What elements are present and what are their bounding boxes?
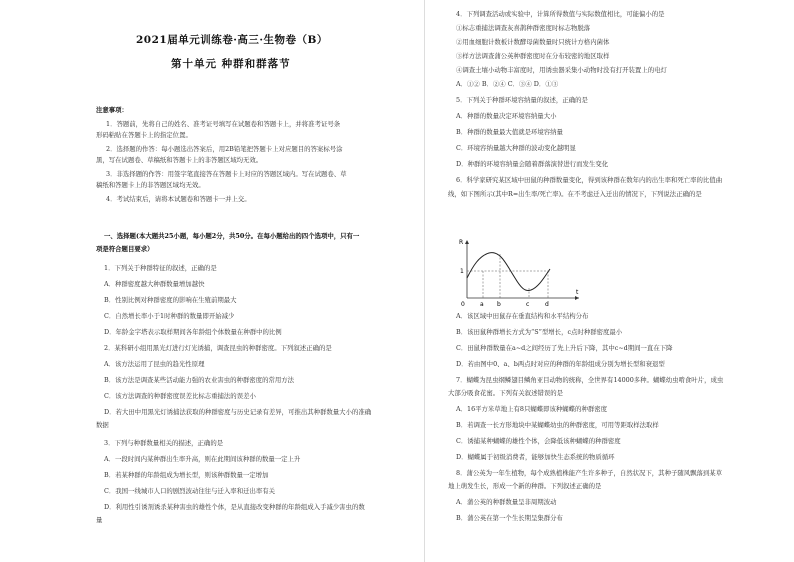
x-point-label: c [526,301,530,308]
ratio-curve [467,253,550,291]
option-text: D．若由图中0、a、b两点时对应的种群的年龄组成分别为增长型和衰退型 [456,360,665,368]
question-text: 3．下列与种群数量相关的描述，正确的是 [104,439,224,447]
option-text: D．利用性引诱剂诱杀某种害虫的雄性个体，是从直接改变种群的年龄组成入手减少害虫的数 [104,503,365,511]
section-heading: 项是符合题目要求） [96,245,154,253]
question-text: 1．下列关于种群特征的叙述，正确的是 [104,264,217,272]
option-text: C．我国一线城市人口的剧烈波动往往与迁入率和迁出率有关 [104,487,276,495]
option-text: D．种群的环境容纳量会随着群落演替进行而发生变化 [456,160,609,168]
y-tick-label: 1 [460,268,464,275]
note-line: 3．非选择题的作答：用签字笔直接答在答题卡上对应的答题区域内。写在试题卷、草 [106,170,347,178]
y-axis-label: R [459,239,464,246]
option-text: C．环境容纳量越大种群的波动变化越明显 [456,144,576,152]
note-line: 形码粘贴在答题卡上的指定位置。 [96,131,192,139]
option-text: A．蒲公英的种群数量呈非周期波动 [456,498,557,506]
option-text: B．性别比例对种群密度的影响在生殖前期最大 [104,296,237,304]
option-text: B．该田鼠种群增长方式为“S”型增长，c点时种群密度最小 [456,328,623,336]
option-text: D．年龄金字塔表示取样期间各年龄组个体数量在种群中的比例 [104,328,282,336]
option-text: B．若调查一长方形地块中某蝴蝶幼虫的种群密度，可用等距取样法取样 [456,421,659,429]
y-axis-arrow-icon [465,240,469,244]
option-text: A．一段时间内某种群出生率升高，则在此期间该种群的数量一定上升 [104,455,301,463]
x-point-label: d [545,301,549,308]
section-heading: 一、选择题(本大题共25小题，每小题2分，共50分。在每小题给出的四个选项中，只有一 [104,232,360,240]
question-text: 8．蒲公英为一年生植物，每个成熟植株能产生许多种子，自然状况下，其种子随风飘落到某草 [456,469,723,477]
question-text: 地上萌发生长，形成一个新的种群。下列叙述正确的是 [448,482,602,490]
note-line: 2．选择题的作答：每小题选出答案后，用2B铅笔把答题卡上对应题目的答案标号涂 [106,145,343,153]
question-text: 2．某科研小组用黑光灯进行灯光诱捕，调查昆虫的种群密度。下列叙述正确的是 [104,344,332,352]
option-text: A．16平方米草地上有8只蝴蝶即该种蝴蝶的种群密度 [456,405,608,413]
question-text: 线，如下图所示(其中R=出生率/死亡率)。在不考虑迁入迁出的情况下，下列说法正确的是 [448,190,702,198]
option-text: B．种群的数量最大值就是环境容纳量 [456,128,563,136]
option-text: 数据 [96,421,109,429]
option-text: C．该方法调查的种群密度误差比标志重捕法的误差小 [104,392,256,400]
x-point-label: b [497,301,501,308]
option-text: A．该区域中田鼠存在垂直结构和水平结构分布 [456,312,589,320]
x-axis-arrow-icon [575,296,579,300]
question-text: 6．科学家研究某区域中田鼠的种群数量变化，得到该种群在数年内的出生率和死亡率的比值曲 [456,176,723,184]
option-text: C．诱捕某种蝴蝶的雄性个体，会降低该种蝴蝶的种群密度 [456,437,621,445]
option-text: 量 [96,516,103,524]
option-text: ②用血细胞计数板计数酵母菌数量时只统计方格内菌体 [456,38,610,46]
option-text: ③样方法调查蒲公英种群密度时在分布较密的地区取样 [456,52,610,60]
option-text: A．种群的数量决定环境容纳量大小 [456,112,557,120]
option-text: C．田鼠种群数量在a~d之间经历了先上升后下降，其中c~d期间一直在下降 [456,344,673,352]
origin-label: 0 [461,301,465,308]
option-text: ①标志重捕法调查灰喜鹊种群密度时标志物脱落 [456,24,591,32]
option-text: ④调查土壤小动物丰富度时，用诱虫器采集小动物时没有打开装置上的电灯 [456,66,667,74]
option-text: B．该方法是调查某些活动能力强的农业害虫的种群密度的常用方法 [104,376,295,384]
question-text: 大部分吸食花蜜。下列有关叙述错误的是 [448,389,564,397]
option-text: B．蒲公英在第一个生长期呈集群分布 [456,514,563,522]
column-divider [424,0,425,562]
option-text: D．蝴蝶属于初级消费者，能够加快生态系统的物质循环 [456,453,615,461]
question-text: 4．下列调查活动或实验中，计算所得数值与实际数值相比，可能偏小的是 [456,10,665,18]
option-text: D．若大田中用黑光灯诱捕法获取的种群密度与历史记录有差异，可推出其种群数量大小的准确 [104,408,372,416]
option-text: A．种群密度越大种群数量增加越快 [104,280,205,288]
x-point-label: a [480,301,484,308]
unit-subtitle: 第十单元 种群和群落节 [171,58,291,70]
note-line: 稿纸和答题卡上的非答题区域均无效。 [96,181,205,189]
option-text: C．自然增长率小于1时种群的数量即开始减少 [104,312,235,320]
question-text: 7．蝴蝶为昆虫纲鳞翅目鳞角亚目动物的统称，全世界有14000多种。蝴蝶幼虫啃食叶片，成虫 [456,376,724,384]
x-axis-label: t [576,289,579,296]
note-line: 4．考试结束后，请将本试题卷和答题卡一并上交。 [106,195,251,203]
option-text: B．若某种群的年龄组成为增长型，则该种群数量一定增加 [104,471,269,479]
notes-heading: 注意事项： [96,106,128,114]
question-text: 5．下列关于种群环境容纳量的叙述，正确的是 [456,96,588,104]
answer-options: A．①② B．②④ C．③④ D．①③ [456,80,559,88]
note-line: 1．答题前，先将自己的姓名、准考证号填写在试题卷和答题卡上，并将准考证号条 [106,120,341,128]
exam-title: 2021届单元训练卷·高三·生物卷（B） [136,34,328,46]
option-text: A．该方法运用了昆虫的趋光性原理 [104,360,205,368]
birth-death-ratio-graph [455,236,585,308]
note-line: 黑，写在试题卷、草稿纸和答题卡上的非答题区域均无效。 [96,156,263,164]
